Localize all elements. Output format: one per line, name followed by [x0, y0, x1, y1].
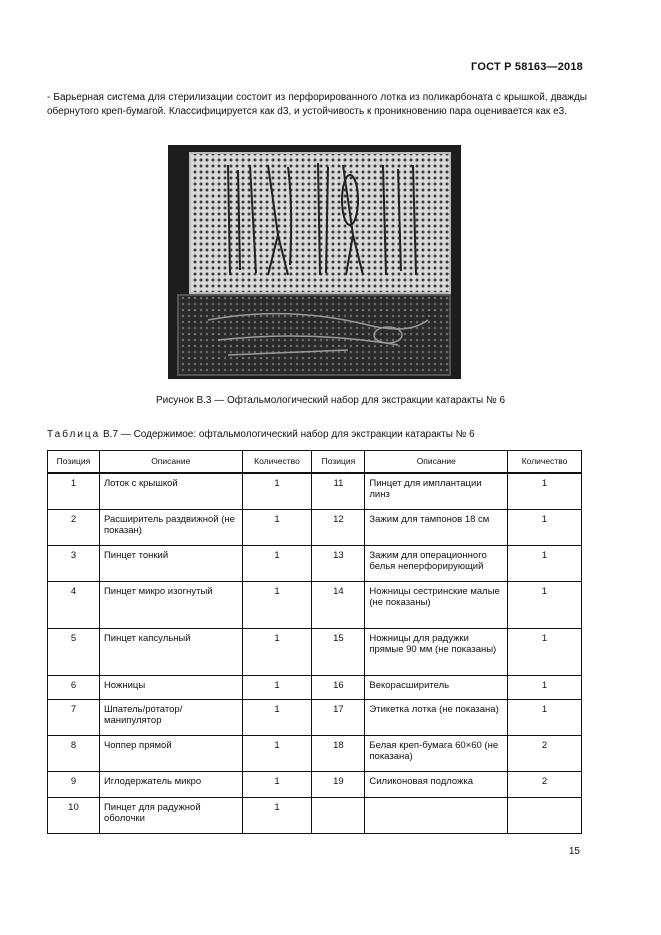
- cell-quantity: 1: [508, 545, 582, 581]
- cell-position: 1: [48, 473, 100, 509]
- cell-description: Пинцет для радужной оболочки: [99, 797, 242, 833]
- cell-position: 8: [48, 735, 100, 771]
- cell-description: Шпатель/ротатор/ манипулятор: [99, 699, 242, 735]
- cell-quantity: 1: [242, 699, 312, 735]
- cell-position: 15: [312, 628, 365, 675]
- header-quantity-right: Количество: [508, 451, 582, 474]
- table-row: [48, 771, 582, 797]
- cell-position: 9: [48, 771, 100, 797]
- cell-quantity: 2: [508, 735, 582, 771]
- cell-quantity: [508, 797, 582, 833]
- cell-description: Ножницы: [99, 675, 242, 699]
- header-position-right: Позиция: [312, 451, 365, 474]
- cell-position: 16: [312, 675, 365, 699]
- cell-description: Белая креп-бумага 60×60 (не показана): [365, 735, 508, 771]
- cell-quantity: 1: [242, 735, 312, 771]
- cell-description: Иглодержатель микро: [99, 771, 242, 797]
- cell-position: 10: [48, 797, 100, 833]
- document-code: ГОСТ Р 58163—2018: [471, 61, 583, 73]
- cell-description: Векорасширитель: [365, 675, 508, 699]
- cell-description: [365, 797, 508, 833]
- tray-photo-image: [168, 145, 461, 379]
- cell-quantity: 1: [242, 545, 312, 581]
- cell-description: Зажим для операционного белья неперфорирующий: [365, 545, 508, 581]
- intro-paragraph: - Барьерная система для стерилизации состоит из перфорированного лотка из поликарбоната с крышкой, дважды обернутого креп-бумагой. Классифицируется как d3, и устойчивость к проникновению пара оценивается как e3.: [47, 92, 587, 117]
- table-row: [48, 581, 582, 628]
- cell-position: 13: [312, 545, 365, 581]
- cell-position: 14: [312, 581, 365, 628]
- table-title-text: В.7 — Содержимое: офтальмологический набор для экстракции катаракты № 6: [100, 429, 475, 440]
- cell-quantity: 1: [242, 797, 312, 833]
- cell-description: Пинцет капсульный: [99, 628, 242, 675]
- cell-position: 6: [48, 675, 100, 699]
- cell-position: 4: [48, 581, 100, 628]
- table-row: [48, 735, 582, 771]
- cell-quantity: 1: [508, 581, 582, 628]
- cell-description: Зажим для тампонов 18 см: [365, 509, 508, 545]
- cell-quantity: 1: [508, 509, 582, 545]
- table-title-prefix: Таблица: [47, 429, 101, 440]
- cell-quantity: 1: [242, 473, 312, 509]
- figure-caption: Рисунок В.3 — Офтальмологический набор для экстракции катаракты № 6: [155, 395, 506, 406]
- cell-position: 2: [48, 509, 100, 545]
- cell-position: 17: [312, 699, 365, 735]
- cell-position: 3: [48, 545, 100, 581]
- table-row: [48, 699, 582, 735]
- cell-position: [312, 797, 365, 833]
- cell-position: 5: [48, 628, 100, 675]
- cell-quantity: 1: [242, 675, 312, 699]
- cell-description: Лоток с крышкой: [99, 473, 242, 509]
- cell-description: Пинцет микро изогнутый: [99, 581, 242, 628]
- cell-description: Силиконовая подложка: [365, 771, 508, 797]
- cell-description: Пинцет тонкий: [99, 545, 242, 581]
- cell-quantity: 2: [508, 771, 582, 797]
- cell-description: Пинцет для имплантации линз: [365, 473, 508, 509]
- table-title: [47, 429, 475, 440]
- cell-description: Чоппер прямой: [99, 735, 242, 771]
- contents-table: [47, 450, 582, 834]
- table-row: [48, 545, 582, 581]
- figure-photo: [168, 145, 461, 379]
- table-row: [48, 797, 582, 833]
- cell-description: Ножницы сестринские малые (не показаны): [365, 581, 508, 628]
- cell-description: Расширитель раздвижной (не показан): [99, 509, 242, 545]
- cell-position: 7: [48, 699, 100, 735]
- cell-position: 12: [312, 509, 365, 545]
- table-row: [48, 675, 582, 699]
- table-row: [48, 628, 582, 675]
- cell-position: 11: [312, 473, 365, 509]
- cell-quantity: 1: [508, 473, 582, 509]
- cell-quantity: 1: [242, 771, 312, 797]
- cell-quantity: 1: [242, 509, 312, 545]
- table-row: [48, 509, 582, 545]
- cell-quantity: 1: [242, 581, 312, 628]
- cell-description: Ножницы для радужки прямые 90 мм (не показаны): [365, 628, 508, 675]
- cell-position: 18: [312, 735, 365, 771]
- header-description-right: Описание: [365, 451, 508, 474]
- cell-quantity: 1: [242, 628, 312, 675]
- cell-quantity: 1: [508, 628, 582, 675]
- cell-quantity: 1: [508, 675, 582, 699]
- cell-description: Этикетка лотка (не показана): [365, 699, 508, 735]
- cell-quantity: 1: [508, 699, 582, 735]
- header-quantity-left: Количество: [242, 451, 312, 474]
- cell-position: 19: [312, 771, 365, 797]
- header-position-left: Позиция: [48, 451, 100, 474]
- header-description-left: Описание: [99, 451, 242, 474]
- table-row: [48, 473, 582, 509]
- table-header-row: [48, 451, 582, 474]
- page-number: 15: [568, 846, 580, 857]
